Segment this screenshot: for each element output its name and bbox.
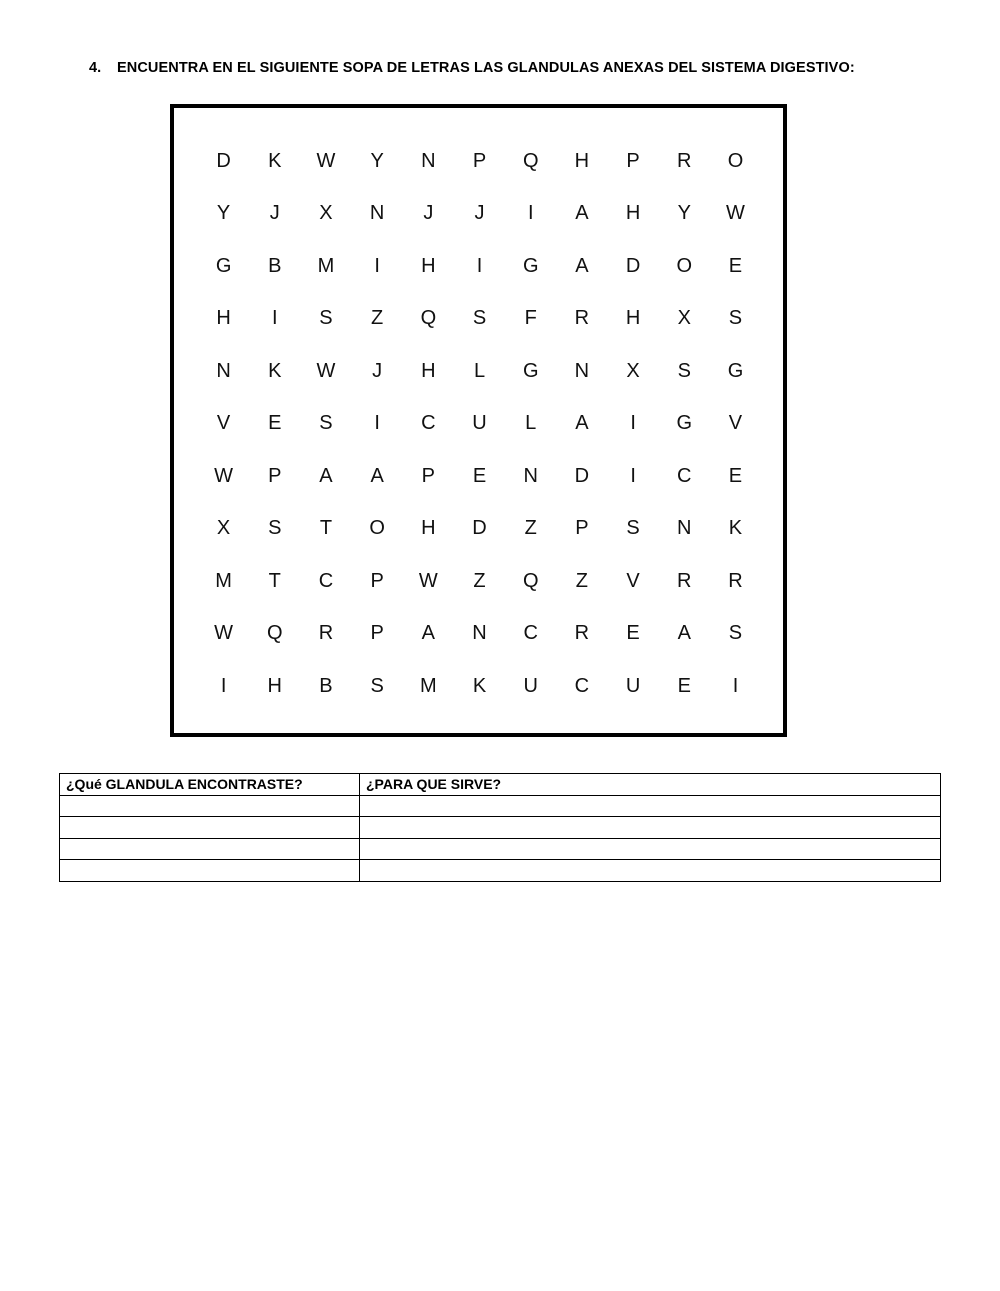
letter-cell[interactable]: R (574, 307, 590, 330)
letter-cell[interactable]: E (472, 464, 487, 487)
purpose-answer-cell[interactable] (360, 860, 941, 882)
letter-cell[interactable]: U (625, 674, 641, 697)
answer-row (60, 838, 941, 860)
letter-cell[interactable]: K (268, 149, 282, 172)
gland-answer-cell[interactable] (60, 817, 360, 839)
letter-cell[interactable]: R (677, 149, 692, 172)
letter-cell[interactable]: S (319, 307, 333, 330)
letter-cell[interactable]: I (374, 412, 380, 435)
letter-cell[interactable]: W (726, 202, 745, 225)
letter-cell[interactable]: S (677, 359, 691, 382)
letter-cell[interactable]: G (215, 254, 232, 277)
letter-cell[interactable]: G (522, 359, 539, 382)
letter-cell[interactable]: I (220, 674, 227, 697)
letter-cell[interactable]: Z (524, 517, 537, 540)
letter-cell[interactable]: S (728, 307, 743, 330)
letter-cell[interactable]: E (728, 464, 743, 487)
letter-cell[interactable]: J (474, 202, 485, 225)
letter-cell[interactable]: H (421, 517, 436, 540)
letter-cell[interactable]: B (319, 674, 333, 697)
letter-cell[interactable]: N (677, 517, 692, 540)
letter-cell[interactable]: W (214, 622, 234, 645)
letter-cell[interactable]: H (216, 307, 231, 330)
letter-cell[interactable]: Z (473, 569, 486, 592)
letter-cell[interactable]: P (370, 569, 384, 592)
letter-cell[interactable]: A (575, 254, 589, 277)
letter-cell[interactable]: J (269, 202, 280, 225)
purpose-answer-cell[interactable] (360, 795, 941, 817)
letter-cell[interactable]: S (626, 517, 640, 540)
letter-cell[interactable]: H (625, 307, 641, 330)
letter-cell[interactable]: A (421, 622, 436, 645)
letter-cell[interactable]: J (423, 202, 434, 225)
letter-cell[interactable]: Z (575, 569, 589, 592)
letter-cell[interactable]: D (625, 254, 641, 277)
letter-cell[interactable]: D (216, 149, 231, 172)
letter-cell[interactable]: Z (371, 307, 384, 330)
letter-cell[interactable]: P (626, 149, 640, 172)
letter-cell[interactable]: Q (267, 622, 283, 645)
letter-cell[interactable]: G (676, 412, 693, 435)
letter-cell[interactable]: A (370, 464, 384, 487)
letter-cell[interactable]: M (317, 254, 335, 277)
instruction-heading (89, 60, 855, 76)
letter-cell[interactable]: Y (216, 202, 231, 225)
answer-row (60, 795, 941, 817)
letter-cell[interactable]: E (728, 254, 743, 277)
letter-cell[interactable]: X (626, 359, 640, 382)
letter-cell[interactable]: P (421, 464, 436, 487)
purpose-answer-cell[interactable] (360, 838, 941, 860)
letter-cell[interactable]: I (374, 254, 380, 277)
letter-cell[interactable]: I (732, 674, 739, 697)
letter-cell[interactable]: Y (677, 202, 691, 225)
letter-cell[interactable]: D (472, 517, 487, 540)
letter-cell[interactable]: B (268, 254, 282, 277)
letter-cell[interactable]: O (676, 254, 693, 277)
letter-cell[interactable]: N (369, 202, 385, 225)
letter-cell[interactable]: L (473, 359, 486, 382)
instruction-number: 4. (89, 60, 102, 76)
letter-cell[interactable]: S (268, 517, 282, 540)
letter-cell[interactable]: H (421, 359, 436, 382)
letter-cell[interactable]: S (370, 674, 384, 697)
letter-cell[interactable]: O (369, 517, 385, 540)
answer-row (60, 817, 941, 839)
letter-cell[interactable]: R (677, 569, 692, 592)
letter-cell[interactable]: N (574, 359, 590, 382)
letter-cell[interactable]: X (216, 517, 231, 540)
purpose-answer-cell[interactable] (360, 817, 941, 839)
letter-cell[interactable]: I (630, 464, 636, 487)
letter-cell[interactable]: C (318, 569, 334, 592)
letter-cell[interactable]: I (476, 254, 483, 277)
letter-cell[interactable]: Q (522, 569, 539, 592)
letter-cell[interactable]: W (418, 569, 438, 592)
letter-cell[interactable]: Q (522, 149, 539, 172)
letter-cell[interactable]: P (370, 622, 384, 645)
letter-cell[interactable]: R (728, 569, 743, 592)
letter-cell[interactable]: A (319, 464, 333, 487)
letter-cell[interactable]: F (524, 307, 537, 330)
letter-cell[interactable]: H (267, 674, 282, 697)
letter-cell[interactable]: C (421, 412, 436, 435)
letter-cell[interactable]: P (268, 464, 282, 487)
letter-cell[interactable]: D (574, 464, 590, 487)
letter-cell[interactable]: T (268, 569, 281, 592)
letter-cell[interactable]: N (472, 622, 487, 645)
letter-cell[interactable]: V (626, 569, 640, 592)
letter-cell[interactable]: S (472, 307, 487, 330)
letter-cell[interactable]: T (319, 517, 333, 540)
answer-table-header-row (60, 774, 941, 796)
letter-cell[interactable]: V (216, 412, 231, 435)
letter-cell[interactable]: W (316, 359, 336, 382)
gland-answer-cell[interactable] (60, 795, 360, 817)
letter-cell[interactable]: W (316, 149, 336, 172)
letter-cell[interactable]: U (523, 674, 538, 697)
letter-cell[interactable]: A (575, 412, 589, 435)
letter-cell[interactable]: M (420, 674, 437, 697)
letter-cell[interactable]: I (527, 202, 534, 225)
letter-cell[interactable]: P (575, 517, 589, 540)
letter-cell[interactable]: C (523, 622, 538, 645)
letter-cell[interactable]: A (575, 202, 589, 225)
letter-cell[interactable]: O (727, 149, 744, 172)
letter-cell[interactable]: C (574, 674, 590, 697)
letter-cell[interactable]: P (472, 149, 487, 172)
letter-cell[interactable]: C (677, 464, 692, 487)
letter-cell[interactable]: K (268, 359, 282, 382)
letter-cell[interactable]: K (472, 674, 487, 697)
instruction-text: ENCUENTRA EN EL SIGUIENTE SOPA DE LETRAS LAS GLANDULAS ANEXAS DEL SISTEMA DIGESTIVO: (117, 60, 855, 76)
gland-answer-cell[interactable] (60, 838, 360, 860)
letter-cell[interactable]: I (272, 307, 278, 330)
letter-cell[interactable]: H (421, 254, 436, 277)
gland-answer-cell[interactable] (60, 860, 360, 882)
letter-cell[interactable]: A (677, 622, 691, 645)
answer-row (60, 860, 941, 882)
letter-cell[interactable]: V (728, 412, 743, 435)
letter-cell[interactable]: R (574, 622, 590, 645)
letter-cell[interactable]: S (728, 622, 743, 645)
letter-cell[interactable]: L (525, 412, 537, 435)
letter-cell[interactable]: E (626, 622, 640, 645)
letter-cell[interactable]: Q (420, 307, 437, 330)
answer-table (59, 773, 941, 882)
letter-cell[interactable]: J (372, 359, 383, 382)
answer-table-body (60, 795, 941, 881)
letter-cell[interactable]: R (318, 622, 334, 645)
letter-cell[interactable]: M (215, 569, 232, 592)
header-purpose: ¿PARA QUE SIRVE? (360, 774, 941, 796)
word-search-frame (170, 104, 787, 737)
letter-cell[interactable]: H (574, 149, 590, 172)
letter-cell[interactable]: S (319, 412, 333, 435)
letter-cell[interactable]: X (677, 307, 691, 330)
letter-cell[interactable]: I (630, 412, 636, 435)
letter-cell[interactable]: W (214, 464, 234, 487)
word-search-grid (198, 135, 761, 713)
letter-cell[interactable]: U (472, 412, 487, 435)
header-gland-found: ¿Qué GLANDULA ENCONTRASTE? (60, 774, 360, 796)
letter-cell[interactable]: E (677, 674, 691, 697)
letter-cell[interactable]: Y (370, 149, 384, 172)
letter-cell[interactable]: E (268, 412, 282, 435)
letter-cell[interactable]: X (319, 202, 333, 225)
letter-cell[interactable]: G (727, 359, 744, 382)
letter-cell[interactable]: G (522, 254, 539, 277)
letter-cell[interactable]: K (728, 517, 743, 540)
letter-cell[interactable]: N (523, 464, 538, 487)
letter-cell[interactable]: N (421, 149, 436, 172)
letter-cell[interactable]: H (625, 202, 641, 225)
letter-cell[interactable]: N (216, 359, 231, 382)
